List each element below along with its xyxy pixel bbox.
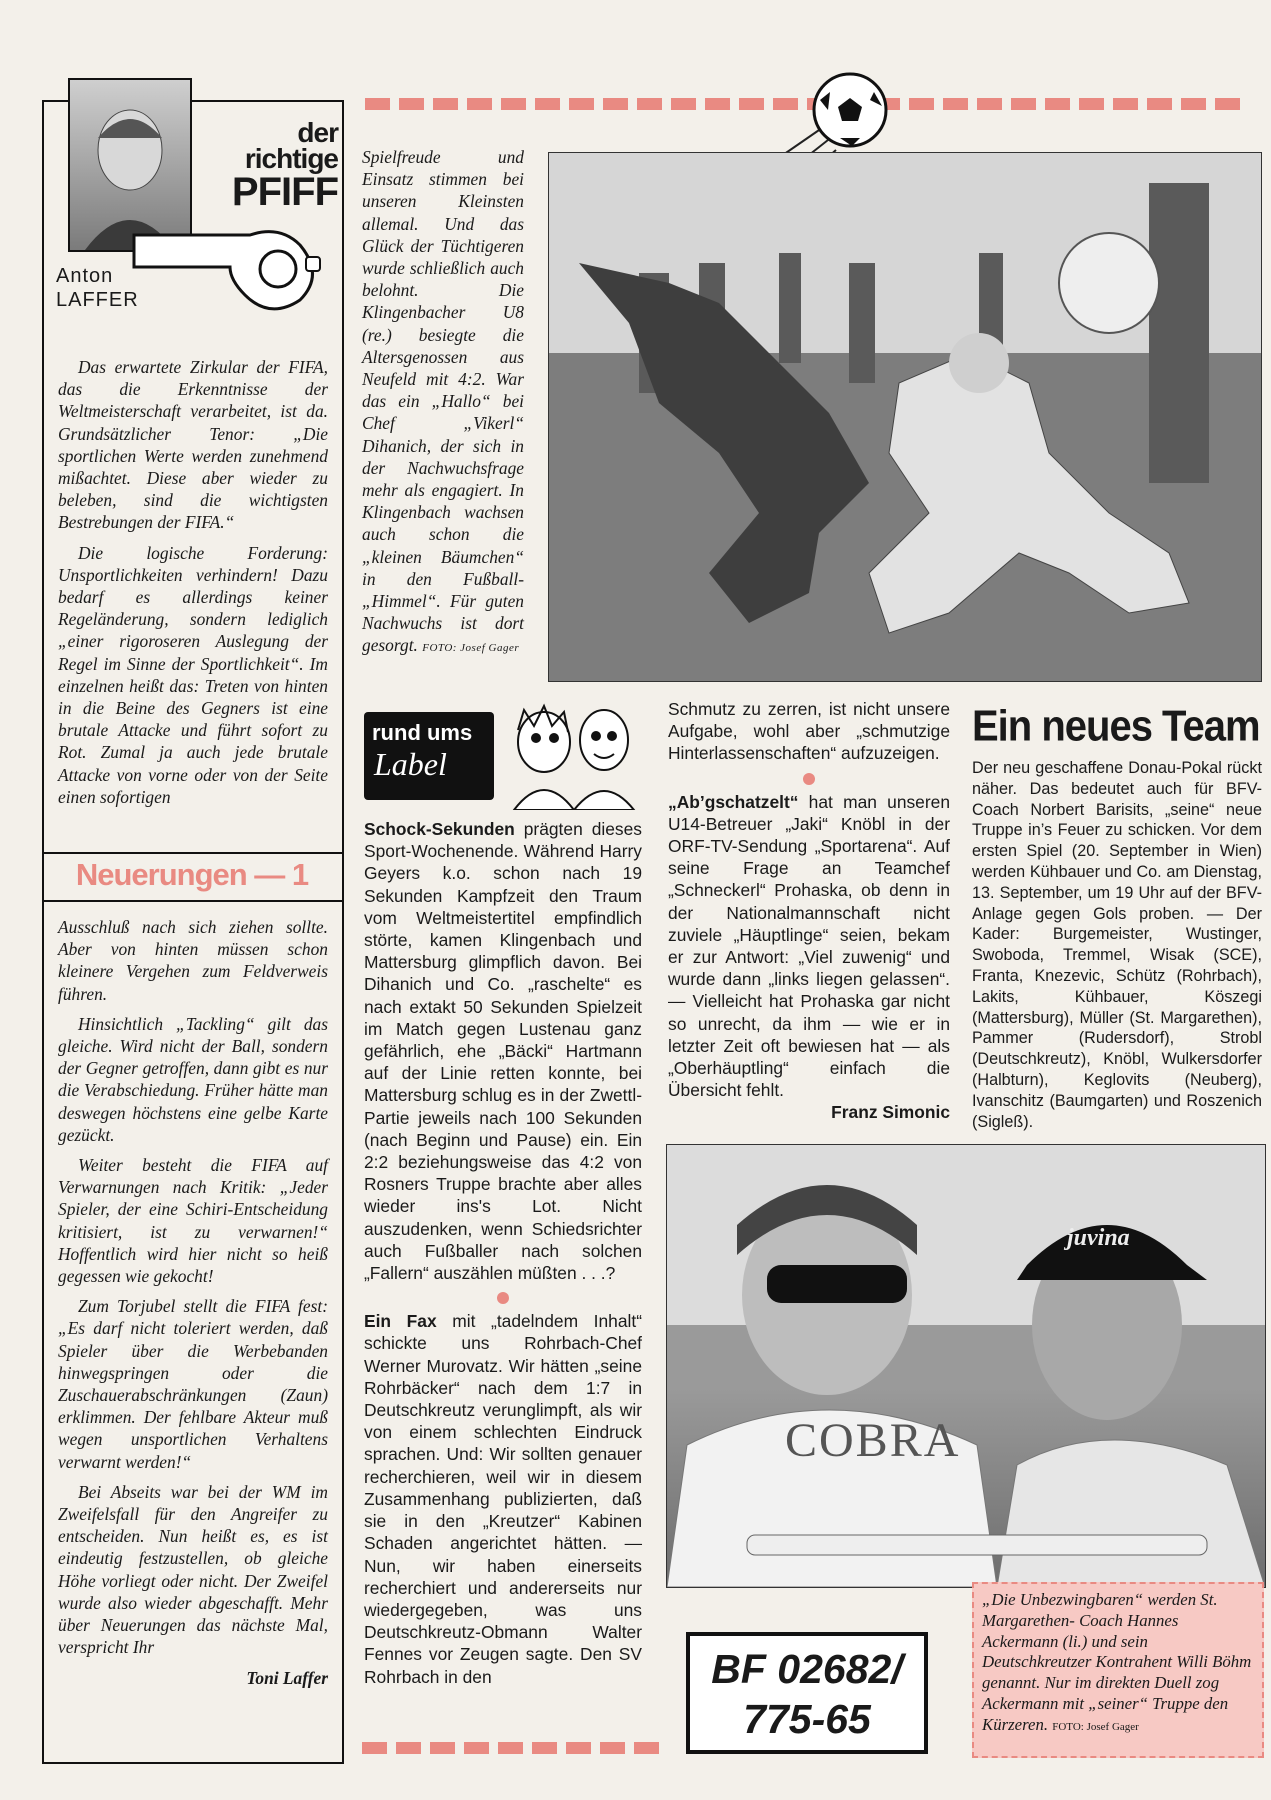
team-article-body: Der neu geschaffene Donau-Pokal rückt näher. Das bedeutet auch für BFV-Coach Norbert Barisits, „seine“ neue Truppe in’s Feuer zu schicken. Vor dem ersten Spiel (20. September in Wien) werden Kühbauer und Co. am Dienstag, 13. September, um 19 Uhr auf der BFV-Anlage gegen Gols proben. — Der Kader: Burgemeister, Wustinger, Swoboda, Tremmel, Wisak (SCE), Franta, Knezevic, Schütz (Rohrbach), Lakits, Kühbauer, Köszegi (Mattersburg), Müller (St. Margarethen), Pammer (Rudersdorf), Strobl (Deutschkreutz), Knöbl, Wulkersdorfer (Halbturn), Keglovits (Neuberg), Ivanschitz (Baumgarten) und Roszenich (Sigleß). <box>972 759 1262 1131</box>
middle-signature: Franz Simonic <box>831 1102 950 1123</box>
cartoon-illustration <box>494 700 644 810</box>
left-paragraph: Das erwartete Zirkular der FIFA, das die Erkenntnisse der Weltmeisterschaft verarbeitet, ist da. Grundsätzlicher Tenor: „Die sportlichen Werte werden zunehmend mißachtet. Diese aber wieder zu beleben, sind die wichtigsten Bestrebungen der FIFA.“ <box>58 357 328 533</box>
fax-box <box>686 1632 928 1754</box>
logo-line-1: der <box>297 117 338 148</box>
photo2-caption-box <box>972 1582 1264 1758</box>
photo-coaches <box>666 1144 1266 1588</box>
bullet-dot <box>803 773 815 785</box>
cap-text: juvina <box>1067 1225 1130 1251</box>
label-p2-lead: Ein Fax <box>364 1311 437 1332</box>
left-paragraph: Weiter besteht die FIFA auf Verwarnungen nach Kritik: „Jeder Spieler, der eine Schiri-Entscheidung kritisiert, ist zu verwarnen!“ Hoffentlich wird hier nicht so heiß gegessen wie gekocht! <box>58 1155 328 1287</box>
bullet-dot <box>497 1292 509 1304</box>
left-paragraph: Ausschluß nach sich ziehen sollte. Aber von hinten müssen schon kleinere Vergehen zum Feldverweis führen. <box>58 917 328 1004</box>
middle-p2-text: hat man unseren U14-Betreuer „Jaki“ Knöbl in der ORF-TV-Sendung „Sportarena“. Auf seine Frage an Teamchef „Schneckerl“ Prohaska, ob denn in der Nationalmannschaft nicht zuviele „Häuptlinge“ seien, bekam er zur Antwort: „Viel zuwenig“ und wurde dann „links liegen gelassen“. — Vielleicht hat Prohaska gar nicht so unrecht, da ihm — wie er in letzter Zeit oft bewiesen hat — als „Oberhäuptling“ einfach die Übersicht fehlt. <box>668 791 950 1101</box>
left-paragraph: Die logische Forderung: Unsportlichkeiten verhindern! Dazu bedarf es allerdings keiner Regeländerung, sondern lediglich „einer rigoroseren Auslegung der Regel im Sinne der Sportlichkeit“. Im einzelnen heißt das: Treten von hinten in die Beine des Gegners ist eine brutale Attacke und führt sofort zu Rot. Zumal ja auch jede brutale Attacke von vorne oder von der Seite einen sofortigen <box>58 542 328 807</box>
label-p2-text: mit „tadelndem Inhalt“ schickte uns Rohrbach-Chef Werner Murovatz. Wir hätten „seine Rohrbäcker“ nach dem 1:7 in Deutschkreutz verunglimpft, als wir von einem schlechten Eindruck sprachen. Und: Wir sollten genauer recherchieren, weil wir in diesem Zusammenhang publizierten, daß sie in den „Kreutzer“ Kabinen Schaden angerichtet hätten. — Nun, wir haben einerseits recherchiert und andererseits nur wiedergegeben, was uns Deutschkreutz-Obmann Walter Fennes vor Zeugen sagte. Den SV Rohrbach in den <box>364 1311 642 1687</box>
author-first-name: Anton <box>56 265 114 287</box>
label-p1-lead: Schock-Sekunden <box>364 819 515 839</box>
author-last-name: LAFFER <box>56 289 139 311</box>
whistle-icon <box>130 205 330 315</box>
middle-p2-lead: „Ab’gschatzelt“ <box>668 791 799 812</box>
photo1-caption <box>362 146 524 660</box>
left-paragraph: Zum Torjubel stellt die FIFA fest: „Es darf nicht toleriert werden, daß Spieler über die Werbebanden hinwegspringen oder die Zuschauerabschränkungen (Zaun) erklimmen. Der fehlbare Akteur muß wegen unsportlichen Verhaltens verwarnt werden!“ <box>58 1296 328 1472</box>
column-logo <box>200 117 338 214</box>
left-column-body-1 <box>58 356 328 816</box>
photo2-credit: FOTO: Josef Gager <box>1052 1720 1139 1733</box>
fax-line-2: 775-65 <box>743 1696 871 1742</box>
label-p1-text: prägten dieses Sport-Wochenende. Während Harry Geyers k.o. schon nach 19 Sekunden Kampfzeit den Traum vom Weltmeistertitel empfindlich störte, kamen Klingenbach und Mattersburg glimpflich davon. Bei Dihanich und Co. „raschelte“ es nach extakt 50 Sekunden Spielzeit im Match gegen Lustenau ganz gefährlich, ehe „Bäcki“ Hartmann auf der Linie retten konnte, bei Mattersburg schlug es in der Zwettl-Partie jeweils nach 100 Sekunden (nach Beginn und Pause) ein. Ein 2:2 beziehungsweise das 4:2 von Rosners Truppe brachte aber alles wieder ins's Lot. Nicht auszudenken, wenn Schiedsrichter auch Fußballer nach solchen „Fallern“ auszählen müßten . . .? <box>364 819 642 1284</box>
subhead-rule-bottom <box>42 900 342 902</box>
photo2-caption-text: „Die Unbezwingbaren“ werden St. Margarethen- Coach Hannes Ackermann (li.) und sein Deutschkreutzer Kontrahent Willi Böhm genannt. Nur im direkten Duell zog Ackermann mit „seiner“ Truppe den Kürzeren. <box>982 1590 1252 1734</box>
left-signature: Toni Laffer <box>246 1667 328 1688</box>
subhead-neuerungen: Neuerungen — 1 <box>75 857 309 892</box>
fax-line-1: BF 02682/ <box>711 1646 903 1692</box>
logo-line-2: richtige <box>244 143 338 174</box>
shirt-text: COBRA <box>785 1414 961 1467</box>
logo-line-3: PFIFF <box>231 170 338 214</box>
left-paragraph: Hinsichtlich „Tackling“ gilt das gleiche. Wird nicht der Ball, sondern der Gegner getroffen, dann gibt es nur die Verabschiedung. Früher hätte man deswegen höchstens eine gelbe Karte gezückt. <box>58 1013 328 1145</box>
photo-youth-soccer <box>548 152 1262 682</box>
label-logo-line-1: rund ums <box>372 720 473 745</box>
middle-column-body <box>668 698 950 1124</box>
team-headline: Ein neues Team <box>972 702 1260 751</box>
middle-p1: Schmutz zu zerren, ist nicht unsere Aufgabe, wohl aber „schmutzige Hinterlassenschaften“ aufzuzeigen. <box>668 699 950 764</box>
left-paragraph: Bei Abseits war bei der WM im Zweifelsfall für den Angreifer zu entscheiden. Nun heißt es, es ist eindeutig festzustellen, ob gleiche Höhe vorliegt oder nicht. Der Zweifel wurde also wieder abgeschafft. Mehr über Neuerungen das nächste Mal, verspricht Ihr <box>58 1481 328 1658</box>
label-logo-line-2: Label <box>374 746 447 782</box>
photo1-credit: FOTO: Josef Gager <box>422 642 520 655</box>
left-column-body-2 <box>58 916 328 1689</box>
photo1-caption-text: Spielfreude und Einsatz stimmen bei unseren Kleinsten allemal. Und das Glück der Tüchtigeren wurde schließlich auch belohnt. Die Klingenbacher U8 (re.) besiegte die Altersgenossen aus Neufeld mit 4:2. War das ein „Hallo“ bei Chef „Vikerl“ Dihanich, der sich in der Nachwuchsfrage mehr als engagiert. In Klingenbach wachsen auch schon die „kleinen Bäumchen“ in den Fußball-„Himmel“. Für guten Nachwuchs ist dort gesorgt. <box>362 147 524 656</box>
label-logo <box>364 712 494 800</box>
bottom-dashed-border <box>362 1742 662 1754</box>
label-column-body <box>364 818 642 1696</box>
